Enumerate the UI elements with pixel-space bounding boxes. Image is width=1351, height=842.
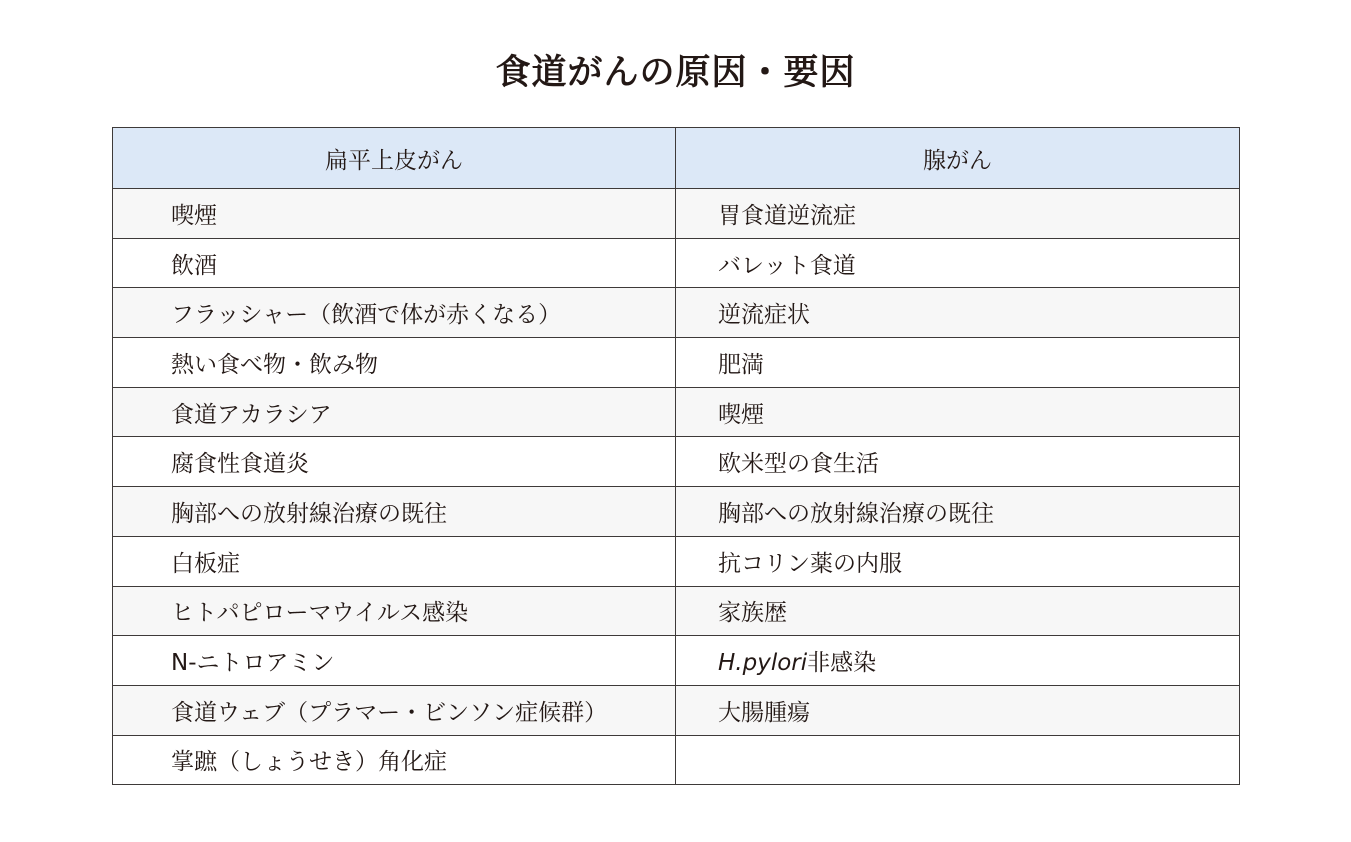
page-title: 食道がんの原因・要因	[495, 53, 856, 93]
adeno-cause-cell: 肥満	[676, 338, 1240, 388]
table-row	[113, 735, 1240, 785]
adeno-cause-cell-empty	[676, 735, 1240, 785]
squamous-cause-cell: 食道アカラシア	[113, 387, 676, 437]
adeno-cause-cell: 大腸腫瘍	[676, 685, 1240, 735]
adeno-cause-cell: 胸部への放射線治療の既往	[676, 487, 1240, 537]
adeno-cause-cell: 欧米型の食生活	[676, 437, 1240, 487]
adeno-cause-cell	[676, 636, 1240, 686]
squamous-cause-cell: ヒトパピローマウイルス感染	[113, 586, 676, 636]
header-adenocarcinoma: 腺がん	[676, 128, 1240, 189]
squamous-cause-cell: 白板症	[113, 536, 676, 586]
table-row	[113, 288, 1240, 338]
adeno-cause-cell: 逆流症状	[676, 288, 1240, 338]
table-row	[113, 189, 1240, 239]
table-row	[113, 636, 1240, 686]
hpylori-suffix-text: 非感染	[807, 650, 877, 677]
squamous-cause-cell: 熱い食べ物・飲み物	[113, 338, 676, 388]
squamous-cause-cell: 喫煙	[113, 189, 676, 239]
squamous-cause-cell: 胸部への放射線治療の既往	[113, 487, 676, 537]
squamous-cause-cell: フラッシャー（飲酒で体が赤くなる）	[113, 288, 676, 338]
adeno-cause-cell: 胃食道逆流症	[676, 189, 1240, 239]
causes-table	[112, 127, 1240, 785]
table-row	[113, 238, 1240, 288]
adeno-cause-cell: 家族歴	[676, 586, 1240, 636]
adeno-cause-cell: 抗コリン薬の内服	[676, 536, 1240, 586]
table-row	[113, 437, 1240, 487]
adeno-cause-cell: バレット食道	[676, 238, 1240, 288]
table-header-row	[113, 128, 1240, 189]
squamous-cause-cell: 飲酒	[113, 238, 676, 288]
squamous-cause-cell: N-ニトロアミン	[113, 636, 676, 686]
squamous-cause-cell: 食道ウェブ（プラマー・ビンソン症候群）	[113, 685, 676, 735]
table-row	[113, 387, 1240, 437]
table-row	[113, 685, 1240, 735]
table-row	[113, 487, 1240, 537]
adeno-cause-cell: 喫煙	[676, 387, 1240, 437]
table-row	[113, 586, 1240, 636]
squamous-cause-cell: 腐食性食道炎	[113, 437, 676, 487]
table-row	[113, 338, 1240, 388]
squamous-cause-cell: 掌蹠（しょうせき）角化症	[113, 735, 676, 785]
hpylori-italic-text: H.pylori	[718, 650, 808, 677]
header-squamous-cell: 扁平上皮がん	[113, 128, 676, 189]
table-row	[113, 536, 1240, 586]
